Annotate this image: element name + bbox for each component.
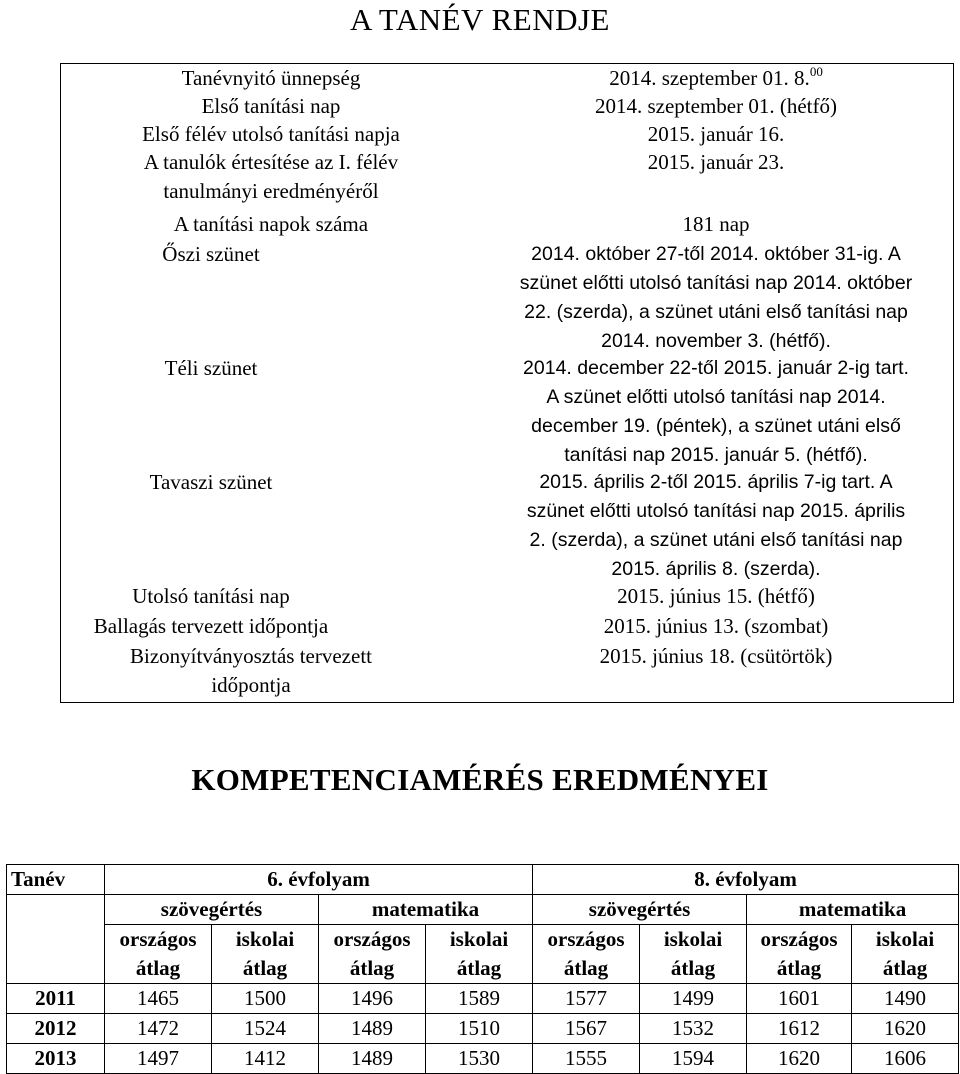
value-cell: 1489 bbox=[319, 1044, 426, 1074]
empty-cell bbox=[7, 895, 105, 984]
schedule-label: Bizonyítványosztás tervezett időpontja bbox=[129, 644, 372, 697]
schedule-label: Őszi szünet bbox=[162, 242, 260, 266]
value-cell: 1555 bbox=[533, 1044, 640, 1074]
time-minutes: 00 bbox=[809, 64, 823, 79]
schedule-label: A tanítási napok száma bbox=[173, 212, 369, 236]
year-cell: 2011 bbox=[7, 984, 105, 1014]
value-cell: 1524 bbox=[212, 1014, 319, 1044]
measure-header: országos átlag bbox=[105, 925, 212, 984]
year-cell: 2012 bbox=[7, 1014, 105, 1044]
competence-results-table bbox=[6, 864, 959, 1074]
schedule-table bbox=[60, 63, 954, 703]
table-row bbox=[7, 984, 959, 1014]
table-row bbox=[7, 1014, 959, 1044]
schedule-value: 2015. április 2-től 2015. április 7-ig tart. A szünet előtti utolsó tanítási nap 2015. április 2. (szerda), a szünet utáni első tanítási nap 2015. április 8. (szerda). bbox=[526, 471, 906, 580]
value-cell: 1620 bbox=[852, 1014, 959, 1044]
schedule-value: 181 nap bbox=[682, 212, 750, 236]
schedule-value: 2014. szeptember 01. 8.00 bbox=[609, 64, 823, 90]
page-title: A TANÉV RENDJE bbox=[350, 2, 610, 37]
value-cell: 1489 bbox=[319, 1014, 426, 1044]
schedule-value: 2015. június 15. (hétfő) bbox=[617, 584, 815, 608]
schedule-label: A tanulók értesítése az I. félév tanulmányi eredményéről bbox=[143, 150, 399, 203]
subject-header: szövegértés bbox=[533, 895, 747, 925]
schedule-value: 2014. szeptember 01. (hétfő) bbox=[594, 94, 837, 118]
schedule-value: 2014. október 27-től 2014. október 31-ig. A szünet előtti utolsó tanítási nap 2014. október 22. (szerda), a szünet utáni első tanítási nap 2014. november 3. (hétfő). bbox=[519, 243, 913, 352]
schedule-label: Tavaszi szünet bbox=[149, 470, 273, 494]
value-cell: 1577 bbox=[533, 984, 640, 1014]
measure-header: országos átlag bbox=[533, 925, 640, 984]
value-cell: 1499 bbox=[640, 984, 747, 1014]
header-row-subjects bbox=[7, 895, 959, 925]
value-cell: 1490 bbox=[852, 984, 959, 1014]
value-cell: 1496 bbox=[319, 984, 426, 1014]
value-cell: 1500 bbox=[212, 984, 319, 1014]
header-row-measures bbox=[7, 925, 959, 984]
value-cell: 1465 bbox=[105, 984, 212, 1014]
schedule-value: 2015. január 23. bbox=[647, 150, 785, 174]
measure-header: iskolai átlag bbox=[640, 925, 747, 984]
schedule-label: Első tanítási nap bbox=[201, 94, 341, 118]
measure-header: iskolai átlag bbox=[852, 925, 959, 984]
subject-header: matematika bbox=[747, 895, 959, 925]
value-cell: 1594 bbox=[640, 1044, 747, 1074]
grade-header: 8. évfolyam bbox=[533, 865, 959, 895]
table-row bbox=[7, 1044, 959, 1074]
schedule-value: 2015. június 13. (szombat) bbox=[603, 614, 829, 638]
value-cell: 1530 bbox=[426, 1044, 533, 1074]
grade-header: 6. évfolyam bbox=[105, 865, 533, 895]
schedule-label: Téli szünet bbox=[164, 356, 258, 380]
value-cell: 1532 bbox=[640, 1014, 747, 1044]
schedule-value: 2015. január 16. bbox=[647, 122, 785, 146]
measure-header: iskolai átlag bbox=[426, 925, 533, 984]
schedule-label: Első félév utolsó tanítási napja bbox=[142, 122, 400, 146]
value-cell: 1620 bbox=[747, 1044, 852, 1074]
value-cell: 1472 bbox=[105, 1014, 212, 1044]
schedule-value: 2015. június 18. (csütörtök) bbox=[599, 644, 833, 668]
subject-header: matematika bbox=[319, 895, 533, 925]
schedule-value: 2014. december 22-től 2015. január 2-ig tart. A szünet előtti utolsó tanítási nap 2014. december 19. (péntek), a szünet utáni első tanítási nap 2015. január 5. (hétfő). bbox=[523, 357, 909, 466]
value-cell: 1412 bbox=[212, 1044, 319, 1074]
section-title: KOMPETENCIAMÉRÉS EREDMÉNYEI bbox=[191, 762, 769, 797]
year-cell: 2013 bbox=[7, 1044, 105, 1074]
header-row-grades bbox=[7, 865, 959, 895]
schedule-label: Ballagás tervezett időpontja bbox=[93, 614, 329, 638]
schedule-label: Utolsó tanítási nap bbox=[132, 584, 290, 608]
value-cell: 1612 bbox=[747, 1014, 852, 1044]
measure-header: országos átlag bbox=[747, 925, 852, 984]
value-cell: 1510 bbox=[426, 1014, 533, 1044]
value-cell: 1497 bbox=[105, 1044, 212, 1074]
measure-header: iskolai átlag bbox=[212, 925, 319, 984]
year-header: Tanév bbox=[7, 865, 105, 895]
value-cell: 1589 bbox=[426, 984, 533, 1014]
value-cell: 1567 bbox=[533, 1014, 640, 1044]
value-cell: 1606 bbox=[852, 1044, 959, 1074]
measure-header: országos átlag bbox=[319, 925, 426, 984]
subject-header: szövegértés bbox=[105, 895, 319, 925]
value-cell: 1601 bbox=[747, 984, 852, 1014]
schedule-label: Tanévnyitó ünnepség bbox=[181, 66, 361, 90]
